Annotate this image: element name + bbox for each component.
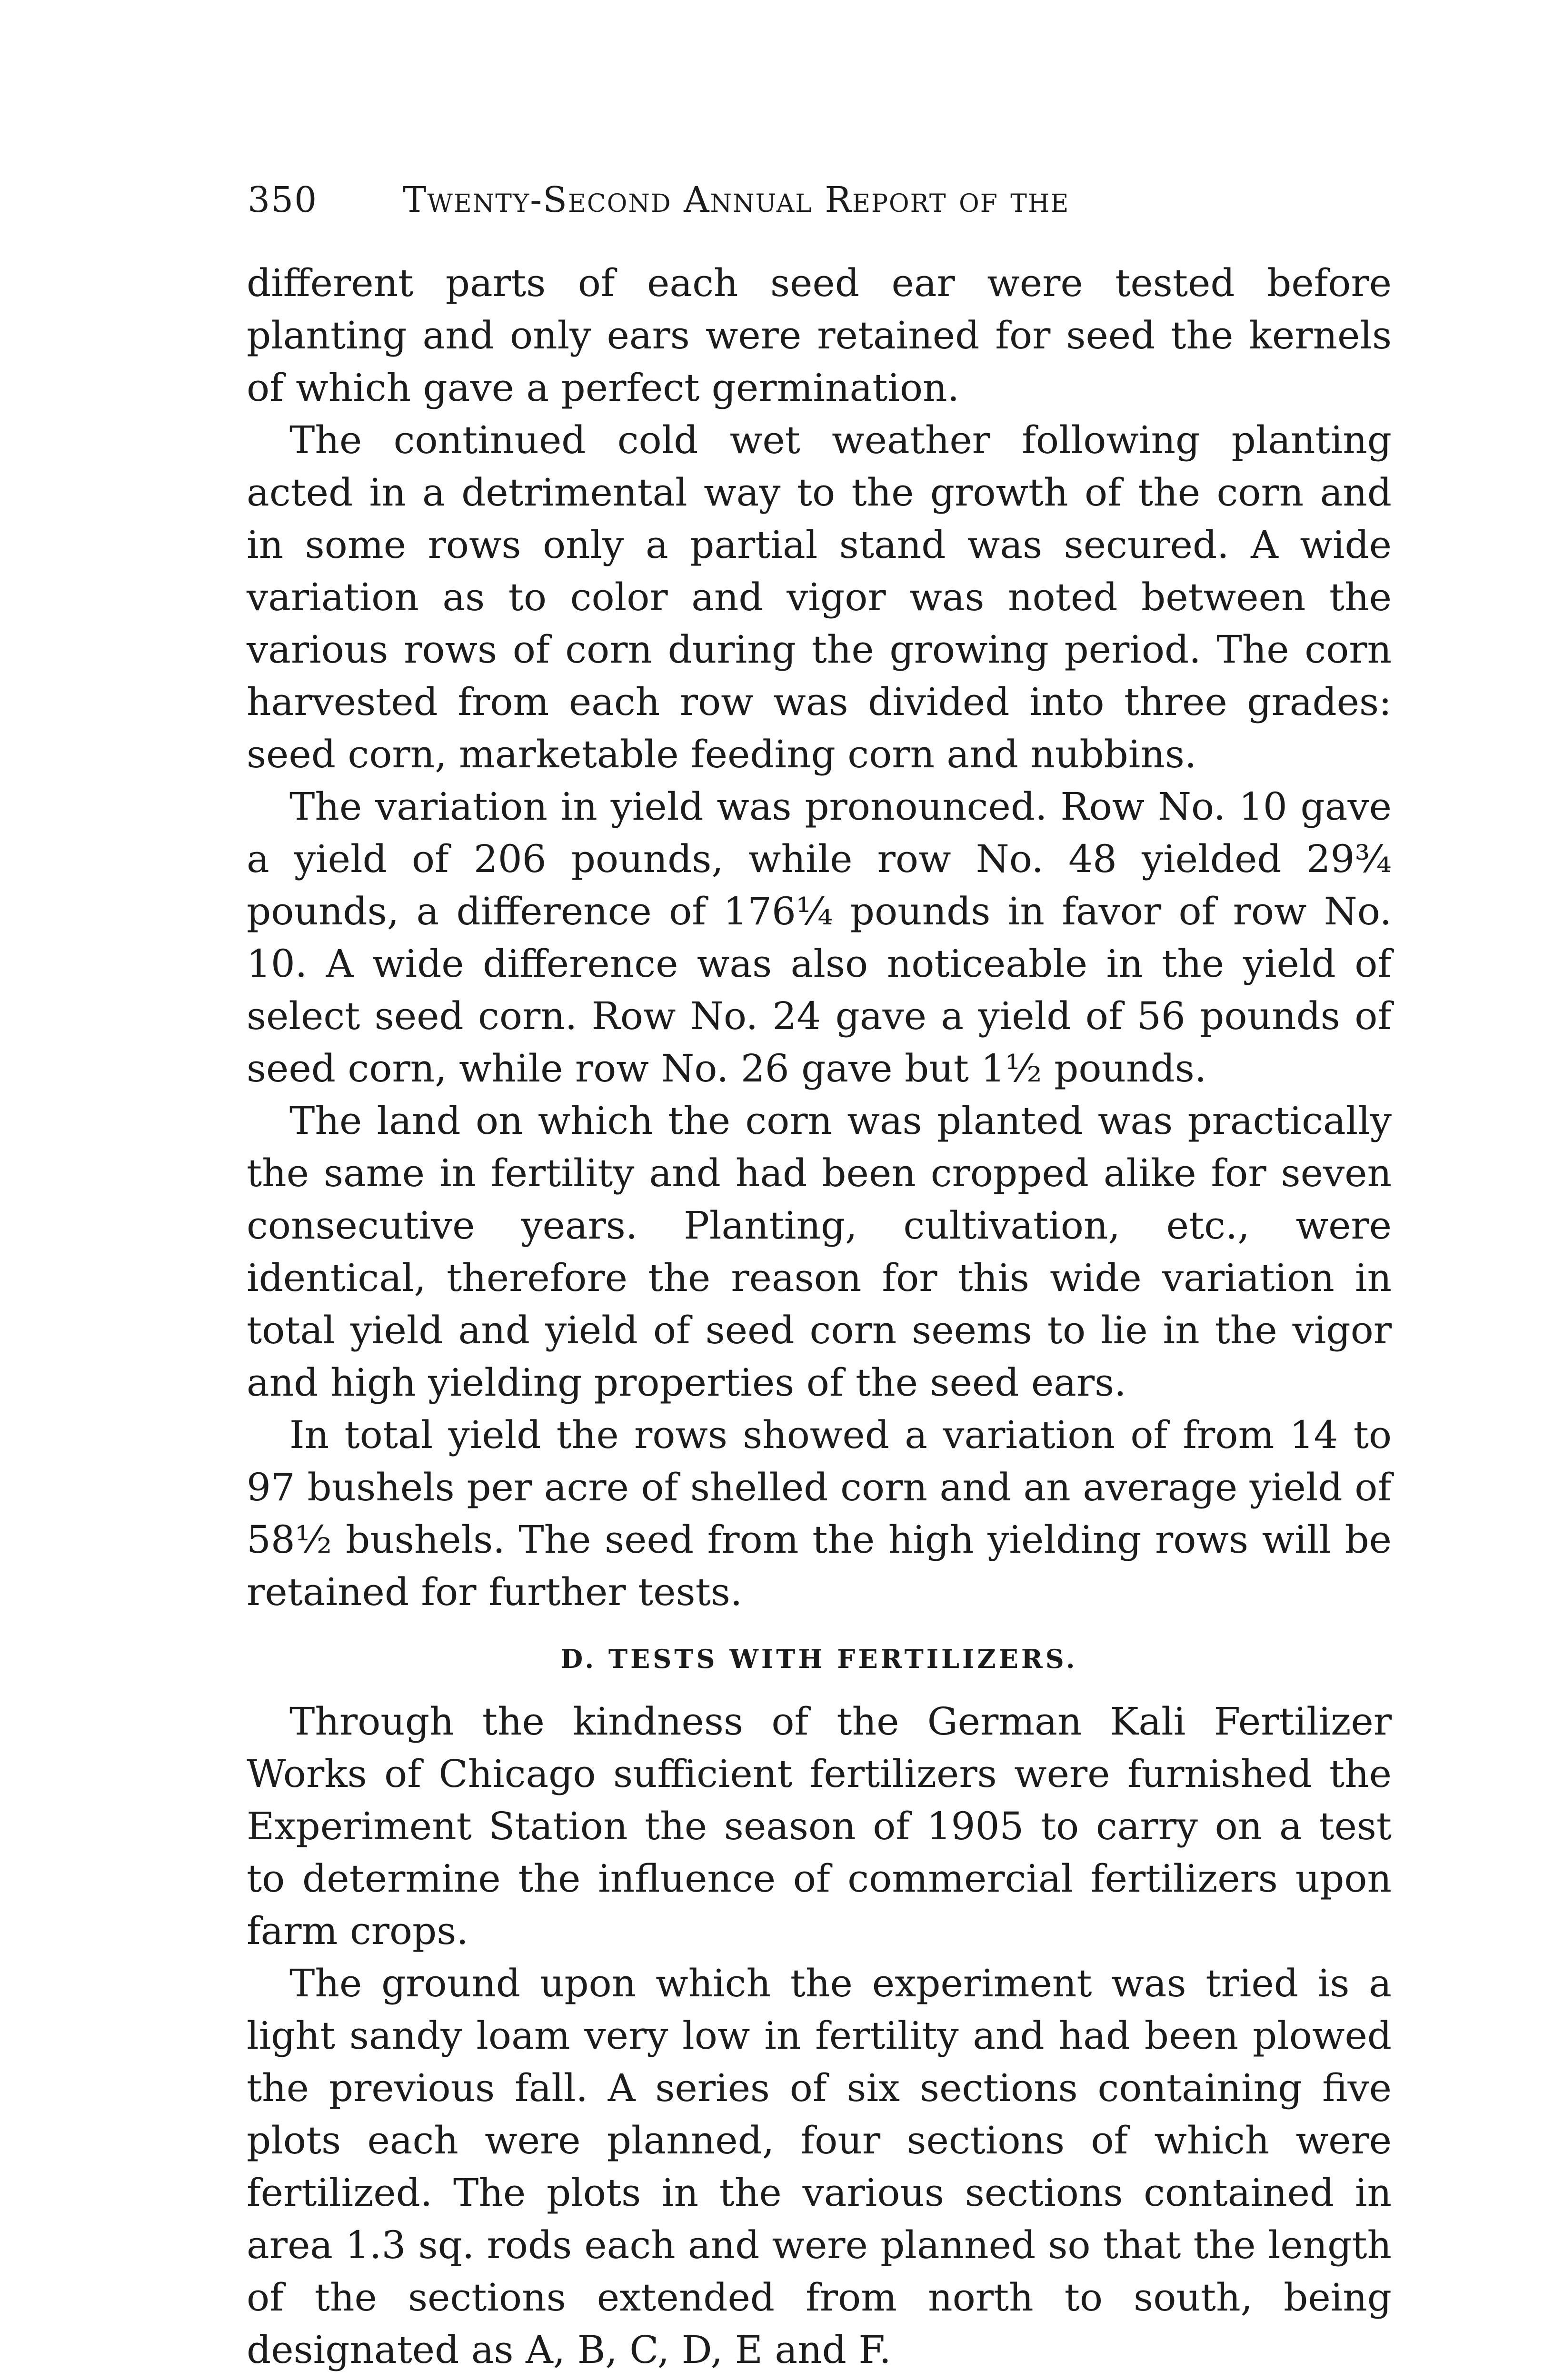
- page-number: 350: [248, 179, 318, 220]
- paragraph-ground: The ground upon which the experiment was tried is a light sandy loam very low in fertility and had been plowed the previous fall. A series of six sections containing five plots each were planned, four sections of which were fertilized. The plots in the various sections contained in area 1.3 sq. rods each and were planned so that the length of the sections extended from north to south, being designated as A, B, C, D, E and F.: [247, 1961, 1392, 2372]
- paragraph-total-yield: In total yield the rows showed a variation of from 14 to 97 bushels per acre of shelled corn and an average yield of 58½ bushels. The seed from the high yielding rows will be retained for further tests.: [247, 1413, 1392, 1614]
- body-text: [247, 257, 1392, 2376]
- page-header: [248, 171, 1333, 228]
- section-heading: D. TESTS WITH FERTILIZERS.: [560, 1644, 1078, 1674]
- paragraph-yield-variation: The variation in yield was pronounced. Row No. 10 gave a yield of 206 pounds, while row No. 48 yielded 29¾ pounds, a difference of 176¼ pounds in favor of row No. 10. A wide difference was also noticeable in the yield of select seed corn. Row No. 24 gave a yield of 56 pounds of seed corn, while row No. 26 gave but 1½ pounds.: [247, 784, 1392, 1091]
- paragraph-fertilizer-intro: Through the kindness of the German Kali Fertilizer Works of Chicago sufficient fertilizers were furnished the Experiment Station the season of 1905 to carry on a test to determine the influence of commercial fertilizers upon farm crops.: [247, 1699, 1392, 1953]
- running-head: Twenty-Second Annual Report of the: [403, 179, 1070, 220]
- paragraph-land: The land on which the corn was planted was practically the same in fertility and had been cropped alike for seven consecutive years. Planting, cultivation, etc., were identical, therefore the reason for this wide variation in total yield and yield of seed corn seems to lie in the vigor and high yielding properties of the seed ears.: [247, 1099, 1392, 1405]
- paragraph-weather: The continued cold wet weather following planting acted in a detrimental way to the growth of the corn and in some rows only a partial stand was secured. A wide variation as to color and vigor was noted between the various rows of corn during the growing period. The corn harvested from each row was divided into three grades: seed corn, marketable feeding corn and nubbins.: [247, 418, 1392, 776]
- paragraph-continuation: different parts of each seed ear were tested before planting and only ears were retained for seed the kernels of which gave a perfect germination.: [247, 261, 1392, 410]
